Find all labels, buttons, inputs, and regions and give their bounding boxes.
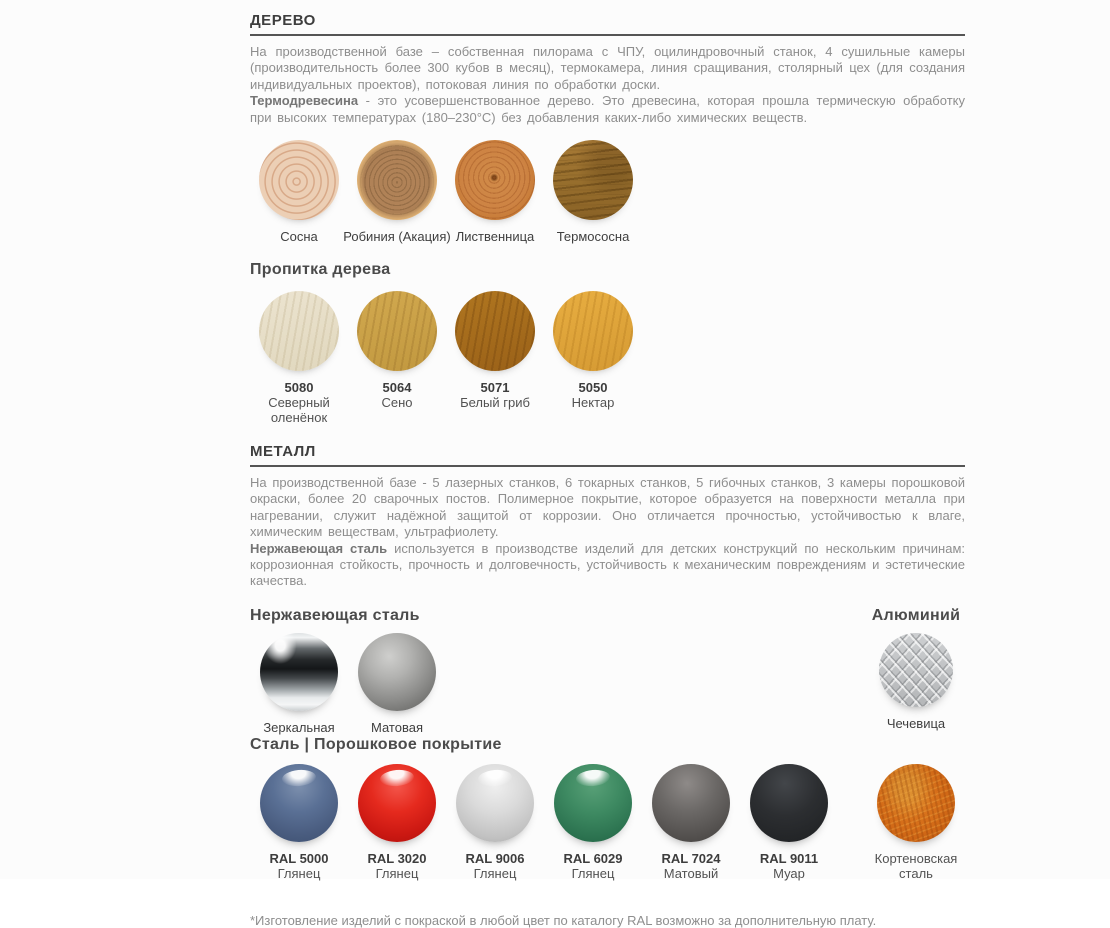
mirror-steel-swatch	[260, 633, 338, 711]
ral-6029-swatch	[554, 764, 632, 842]
stainless-row	[250, 633, 446, 735]
ral-5000-swatch	[260, 764, 338, 842]
stainless-paragraph	[250, 541, 965, 590]
impregnation-subtitle: Пропитка дерева	[250, 261, 391, 279]
stainless-term: Нержавеющая сталь	[250, 540, 388, 556]
metal-section-divider	[250, 465, 965, 467]
impregnation-5080-swatch	[259, 291, 339, 371]
swatch-item	[446, 140, 544, 244]
swatch-item	[343, 140, 451, 245]
metal-section-title: МЕТАЛЛ	[250, 443, 316, 461]
swatch-name: Кортеновская сталь	[874, 850, 958, 881]
stainless-group	[250, 606, 446, 735]
swatch-item	[544, 291, 642, 425]
pine-wood-swatch	[259, 140, 339, 220]
swatch-code: 5080	[284, 380, 314, 396]
thermopine-wood-swatch	[553, 140, 633, 220]
thermowood-term: Термодревесина	[250, 93, 359, 109]
swatch-item	[740, 764, 838, 881]
stainless-aluminum-block	[250, 606, 965, 735]
swatch-name: Белый гриб	[460, 395, 530, 411]
swatch-item	[642, 764, 740, 881]
swatch-code: RAL 7024	[661, 850, 721, 866]
swatch-label	[867, 851, 965, 881]
swatch-label: Сосна	[280, 229, 318, 245]
wood-section	[250, 12, 965, 425]
swatch-label: Лиственница	[455, 229, 535, 245]
swatch-finish: Глянец	[473, 865, 517, 881]
swatch-name: Нектар	[571, 395, 615, 411]
swatch-code: 5071	[480, 380, 510, 396]
swatch-item	[348, 764, 446, 881]
impregnation-5064-swatch	[357, 291, 437, 371]
larch-wood-swatch	[455, 140, 535, 220]
stainless-description: используется в производстве изделий для детских конструкций по нескольким причинам: коррозионная стойкость, прочность и долговечность, устойчивость к механическим повреждениям и эстетические качества.	[250, 540, 966, 589]
impregnation-row	[250, 291, 965, 425]
swatch-code: 5064	[382, 380, 412, 396]
swatch-label	[250, 380, 348, 425]
swatch-label	[367, 851, 426, 881]
swatch-code: RAL 9011	[759, 850, 819, 866]
matte-steel-swatch	[358, 633, 436, 711]
swatch-item	[250, 633, 348, 735]
page-content	[250, 12, 965, 928]
swatch-finish: Глянец	[571, 865, 615, 881]
swatch-label	[760, 851, 818, 881]
swatch-finish: Муар	[773, 865, 805, 881]
swatch-label: Термососна	[556, 229, 630, 245]
wood-intro-text: На производственной базе – собственная пилорама с ЧПУ, оцилиндровочный станок, 4 сушильные камеры (производительность более 300 кубов в месяц), термокамера, линия сращивания, столярный цех (для создания индивидуальных проектов), потоковая линия по обработки доски.	[250, 44, 965, 92]
thermowood-paragraph	[250, 93, 965, 126]
swatch-item	[348, 633, 446, 735]
ral-7024-swatch	[652, 764, 730, 842]
swatch-code: 5050	[578, 380, 608, 396]
wood-section-title: ДЕРЕВО	[250, 12, 316, 29]
thermowood-description: - это усовершенствованное дерево. Это древесина, которая прошла термическую обработку при высоких температурах (180–230°С) без добавления каких-либо химических веществ.	[250, 93, 965, 125]
swatch-code: RAL 3020	[367, 850, 427, 866]
swatch-label	[381, 380, 412, 410]
swatch-code: RAL 9006	[465, 850, 525, 866]
swatch-label: Зеркальная	[263, 719, 335, 735]
powder-coating-row	[250, 764, 965, 881]
swatch-code: RAL 5000	[269, 850, 329, 866]
powder-coating-subtitle: Сталь | Порошковое покрытие	[250, 735, 502, 753]
ral-footnote: *Изготовление изделий с покраской в любой цвет по каталогу RAL возможно за дополнительную плату.	[250, 912, 877, 928]
aluminum-group	[867, 606, 965, 735]
aluminum-row	[867, 633, 965, 731]
swatch-item	[446, 291, 544, 425]
ral-9011-swatch	[750, 764, 828, 842]
swatch-label	[661, 851, 720, 881]
swatch-item	[250, 764, 348, 881]
swatch-finish: Глянец	[277, 865, 321, 881]
swatch-label: Матовая	[371, 719, 423, 735]
metal-section	[250, 443, 965, 881]
swatch-item	[867, 764, 965, 881]
aluminum-subtitle: Алюминий	[871, 606, 961, 624]
swatch-name: Северный оленёнок	[268, 395, 330, 426]
swatch-item	[446, 764, 544, 881]
swatch-label: Чечевица	[886, 715, 946, 731]
swatch-label	[460, 380, 530, 410]
metal-intro-text: На производственной базе - 5 лазерных станков, 6 токарных станков, 5 гибочных станков, 3 камеры порошковой окраски, более 20 сварочных постов. Полимерное покрытие, которое образуется на поверхности металла при нагревании, служит надёжной защитой от коррозии. Оно отличается прочностью, устойчивостью к влаге, химическим веществам, ультрафиолету.	[250, 475, 965, 540]
corten-steel-swatch	[877, 764, 955, 842]
impregnation-5050-swatch	[553, 291, 633, 371]
swatch-label	[465, 851, 524, 881]
lentil-aluminum-swatch	[879, 633, 953, 707]
swatch-item	[544, 764, 642, 881]
swatch-item	[867, 633, 965, 731]
swatch-label	[269, 851, 328, 881]
stainless-subtitle: Нержавеющая сталь	[250, 606, 420, 624]
swatch-finish: Матовый	[663, 865, 719, 881]
swatch-code: RAL 6029	[563, 850, 623, 866]
swatch-label	[572, 380, 615, 410]
swatch-item	[348, 291, 446, 425]
swatch-name: Сено	[381, 395, 413, 411]
wood-species-row	[250, 140, 965, 244]
impregnation-5071-swatch	[455, 291, 535, 371]
ral-9006-swatch	[456, 764, 534, 842]
robinia-wood-swatch	[357, 140, 437, 220]
swatch-item	[250, 291, 348, 425]
swatch-label: Робиния (Акация)	[343, 229, 451, 245]
wood-section-divider	[250, 34, 965, 36]
swatch-finish: Глянец	[375, 865, 419, 881]
swatch-label	[563, 851, 622, 881]
swatch-item	[250, 140, 348, 244]
ral-3020-swatch	[358, 764, 436, 842]
swatch-item	[544, 140, 642, 244]
